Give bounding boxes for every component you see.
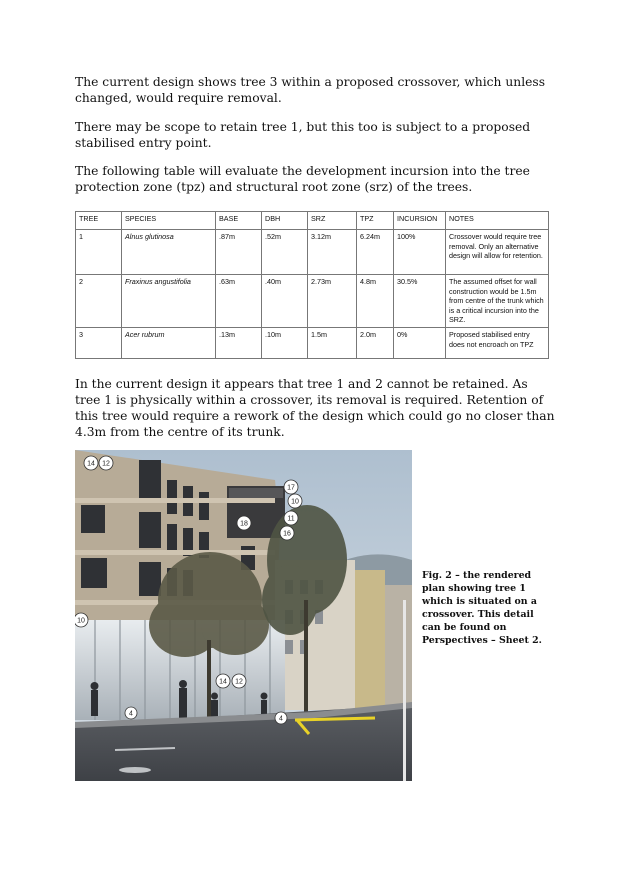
marker-label: 10 — [77, 617, 85, 625]
table-row — [76, 275, 549, 328]
cell-srz: 1.5m — [308, 328, 357, 359]
cell-notes: The assumed offset for wall construction would be 1.5m from centre of the trunk which is a critical incursion into the SRZ. — [446, 275, 549, 328]
marker-label: 10 — [291, 498, 299, 506]
marker-label: 4 — [279, 715, 283, 723]
cell-tpz: 4.8m — [357, 275, 394, 328]
cell-incursion: 100% — [394, 230, 446, 275]
header-dbh: DBH — [262, 212, 308, 230]
cell-dbh: .10m — [262, 328, 308, 359]
marker-label: 12 — [102, 460, 110, 468]
marker-label: 14 — [87, 460, 95, 468]
tree-evaluation-table — [75, 211, 549, 359]
paragraph-table-intro: The following table will evaluate the development incursion into the tree protection zone (tpz) and structural root zone (srz) of the trees. — [75, 164, 530, 194]
paragraph-tree1-scope: There may be scope to retain tree 1, but this too is subject to a proposed stabilised entry point. — [75, 120, 531, 150]
cell-tree: 1 — [76, 230, 122, 275]
cell-incursion: 30.5% — [394, 275, 446, 328]
cell-notes: Crossover would require tree removal. Only an alternative design will allow for retention. — [446, 230, 549, 275]
cell-base: .13m — [216, 328, 262, 359]
cell-srz: 3.12m — [308, 230, 357, 275]
header-incursion: INCURSION — [394, 212, 446, 230]
figure-caption: Fig. 2 – the rendered plan showing tree 1 which is situated on a crossover. This detail can be found on Perspectives – Sheet 2. — [422, 570, 542, 646]
rendered-perspective-image — [75, 450, 412, 781]
header-tpz: TPZ — [357, 212, 394, 230]
marker-label: 16 — [283, 530, 291, 538]
header-species: SPECIES — [122, 212, 216, 230]
marker-label: 18 — [240, 520, 248, 528]
street-pole — [403, 600, 406, 781]
marker-label: 4 — [129, 710, 133, 718]
cell-species: Acer rubrum — [122, 328, 216, 359]
cell-base: .87m — [216, 230, 262, 275]
table-row — [76, 328, 549, 359]
cell-dbh: .52m — [262, 230, 308, 275]
cell-srz: 2.73m — [308, 275, 357, 328]
cell-tree: 2 — [76, 275, 122, 328]
cell-dbh: .40m — [262, 275, 308, 328]
cell-incursion: 0% — [394, 328, 446, 359]
cell-tpz: 2.0m — [357, 328, 394, 359]
table-row — [76, 230, 549, 275]
cell-species: Alnus glutinosa — [122, 230, 216, 275]
marker-label: 14 — [219, 678, 227, 686]
marker-label: 11 — [287, 515, 295, 523]
marker-label: 12 — [235, 678, 243, 686]
header-tree: TREE — [76, 212, 122, 230]
cell-base: .63m — [216, 275, 262, 328]
cell-tpz: 6.24m — [357, 230, 394, 275]
paragraph-retention-conclusion: In the current design it appears that tree 1 and 2 cannot be retained. As tree 1 is physically within a crossover, its removal is required. Retention of this tree would require a rework of the design which could go no closer than 4.3m from the centre of its trunk. — [75, 377, 555, 439]
table-header-row — [76, 212, 549, 230]
marker-label: 17 — [287, 484, 295, 492]
cell-tree: 3 — [76, 328, 122, 359]
cell-species: Fraxinus angustifolia — [122, 275, 216, 328]
paragraph-tree3-crossover: The current design shows tree 3 within a proposed crossover, which unless changed, would require removal. — [75, 75, 546, 105]
cell-notes: Proposed stabilised entry does not encroach on TPZ — [446, 328, 549, 359]
header-srz: SRZ — [308, 212, 357, 230]
header-base: BASE — [216, 212, 262, 230]
header-notes: NOTES — [446, 212, 549, 230]
